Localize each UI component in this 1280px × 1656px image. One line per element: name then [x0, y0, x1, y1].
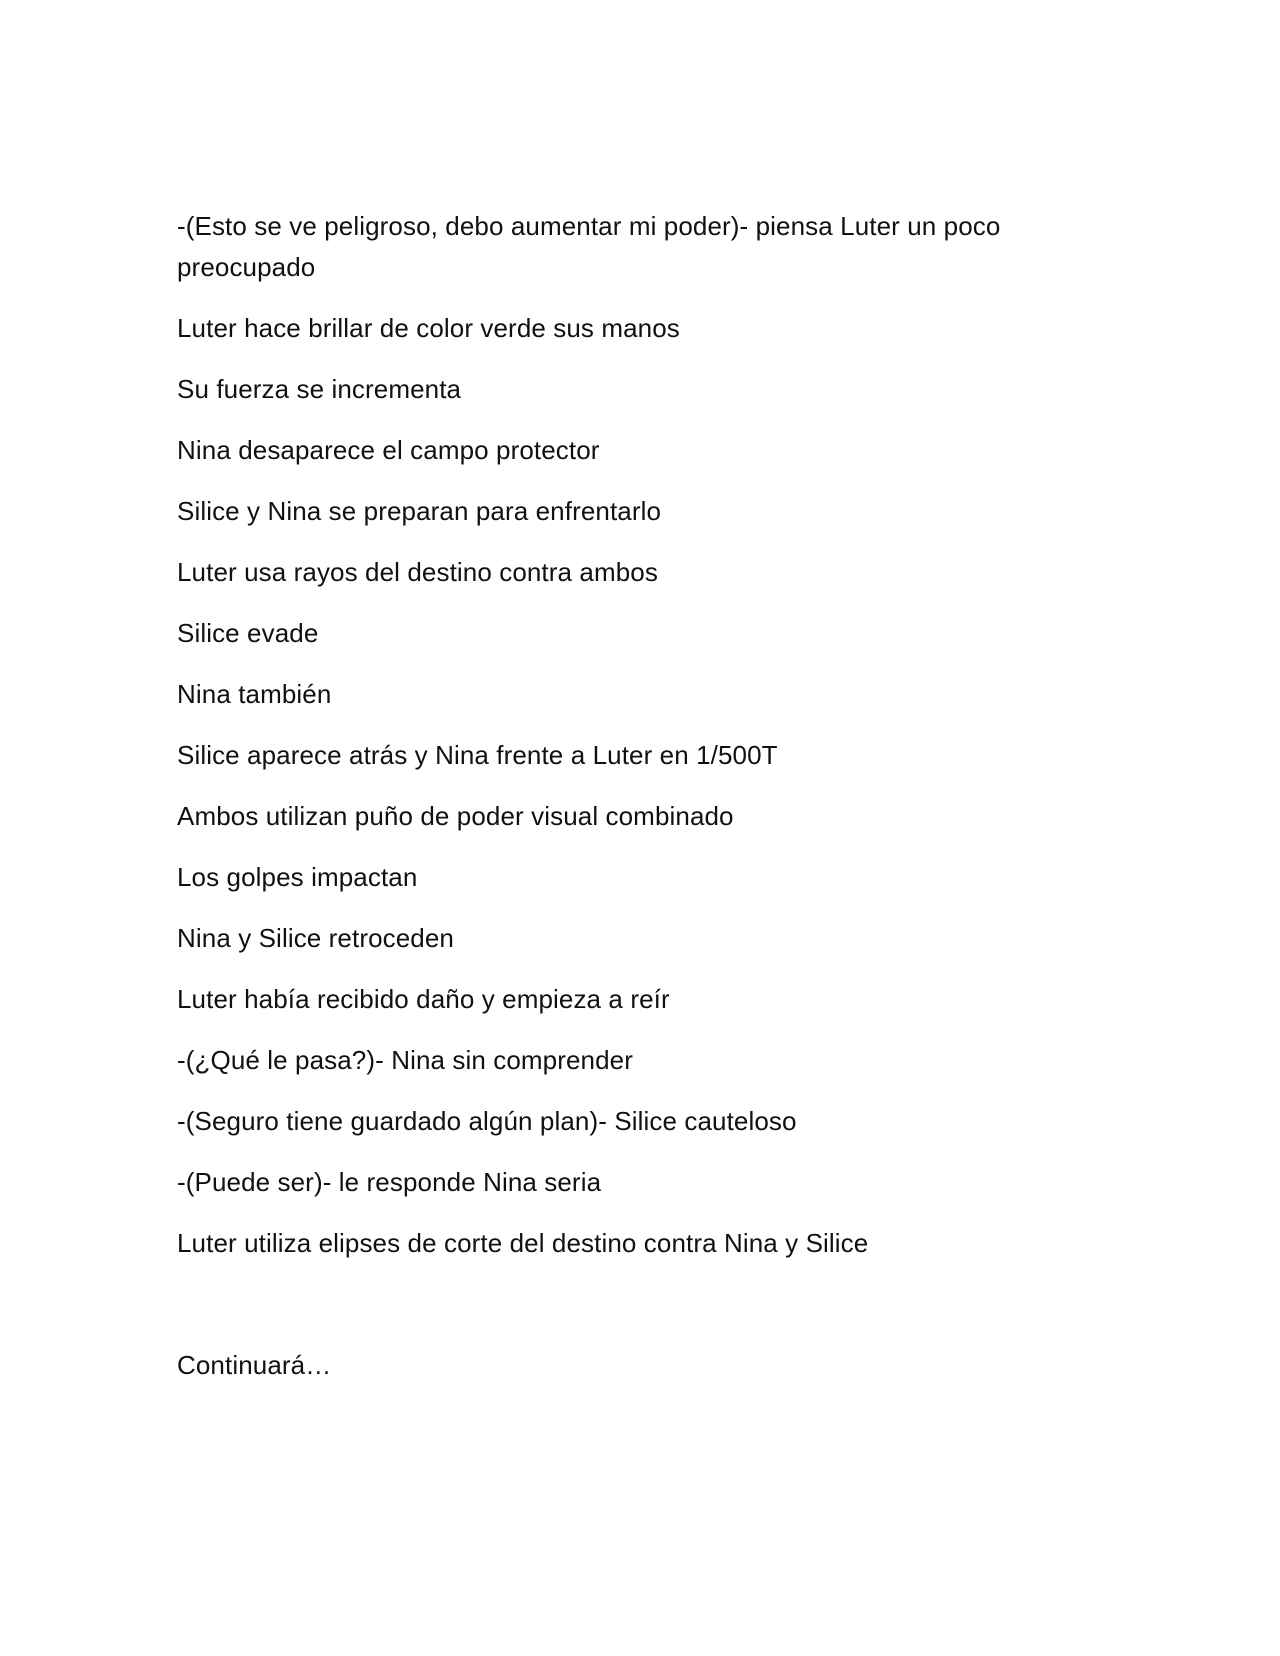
paragraph-7: Silice evade — [177, 618, 319, 648]
paragraph-11: Los golpes impactan — [177, 862, 418, 892]
paragraph-5: Silice y Nina se preparan para enfrentarlo — [177, 496, 662, 526]
paragraph-4: Nina desaparece el campo protector — [177, 435, 600, 465]
paragraph-6: Luter usa rayos del destino contra ambos — [177, 557, 658, 587]
paragraph-17: Luter utiliza elipses de corte del destino contra Nina y Silice — [177, 1228, 869, 1258]
paragraph-9: Silice aparece atrás y Nina frente a Luter en 1/500T — [177, 740, 778, 770]
document-body — [177, 206, 1057, 1406]
empty-line — [177, 1284, 1057, 1345]
paragraph-13: Luter había recibido daño y empieza a reír — [177, 984, 670, 1014]
paragraph-16: -(Puede ser)- le responde Nina seria — [177, 1167, 602, 1197]
paragraph-14: -(¿Qué le pasa?)- Nina sin comprender — [177, 1045, 633, 1075]
closing-line: Continuará… — [177, 1350, 332, 1380]
paragraph-3: Su fuerza se incrementa — [177, 374, 462, 404]
paragraph-8: Nina también — [177, 679, 332, 709]
paragraph-12: Nina y Silice retroceden — [177, 923, 454, 953]
paragraph-2: Luter hace brillar de color verde sus manos — [177, 313, 680, 343]
paragraph-1: -(Esto se ve peligroso, debo aumentar mi poder)- piensa Luter un poco preocupado — [177, 211, 1001, 282]
paragraph-10: Ambos utilizan puño de poder visual combinado — [177, 801, 734, 831]
paragraph-15: -(Seguro tiene guardado algún plan)- Silice cauteloso — [177, 1106, 797, 1136]
